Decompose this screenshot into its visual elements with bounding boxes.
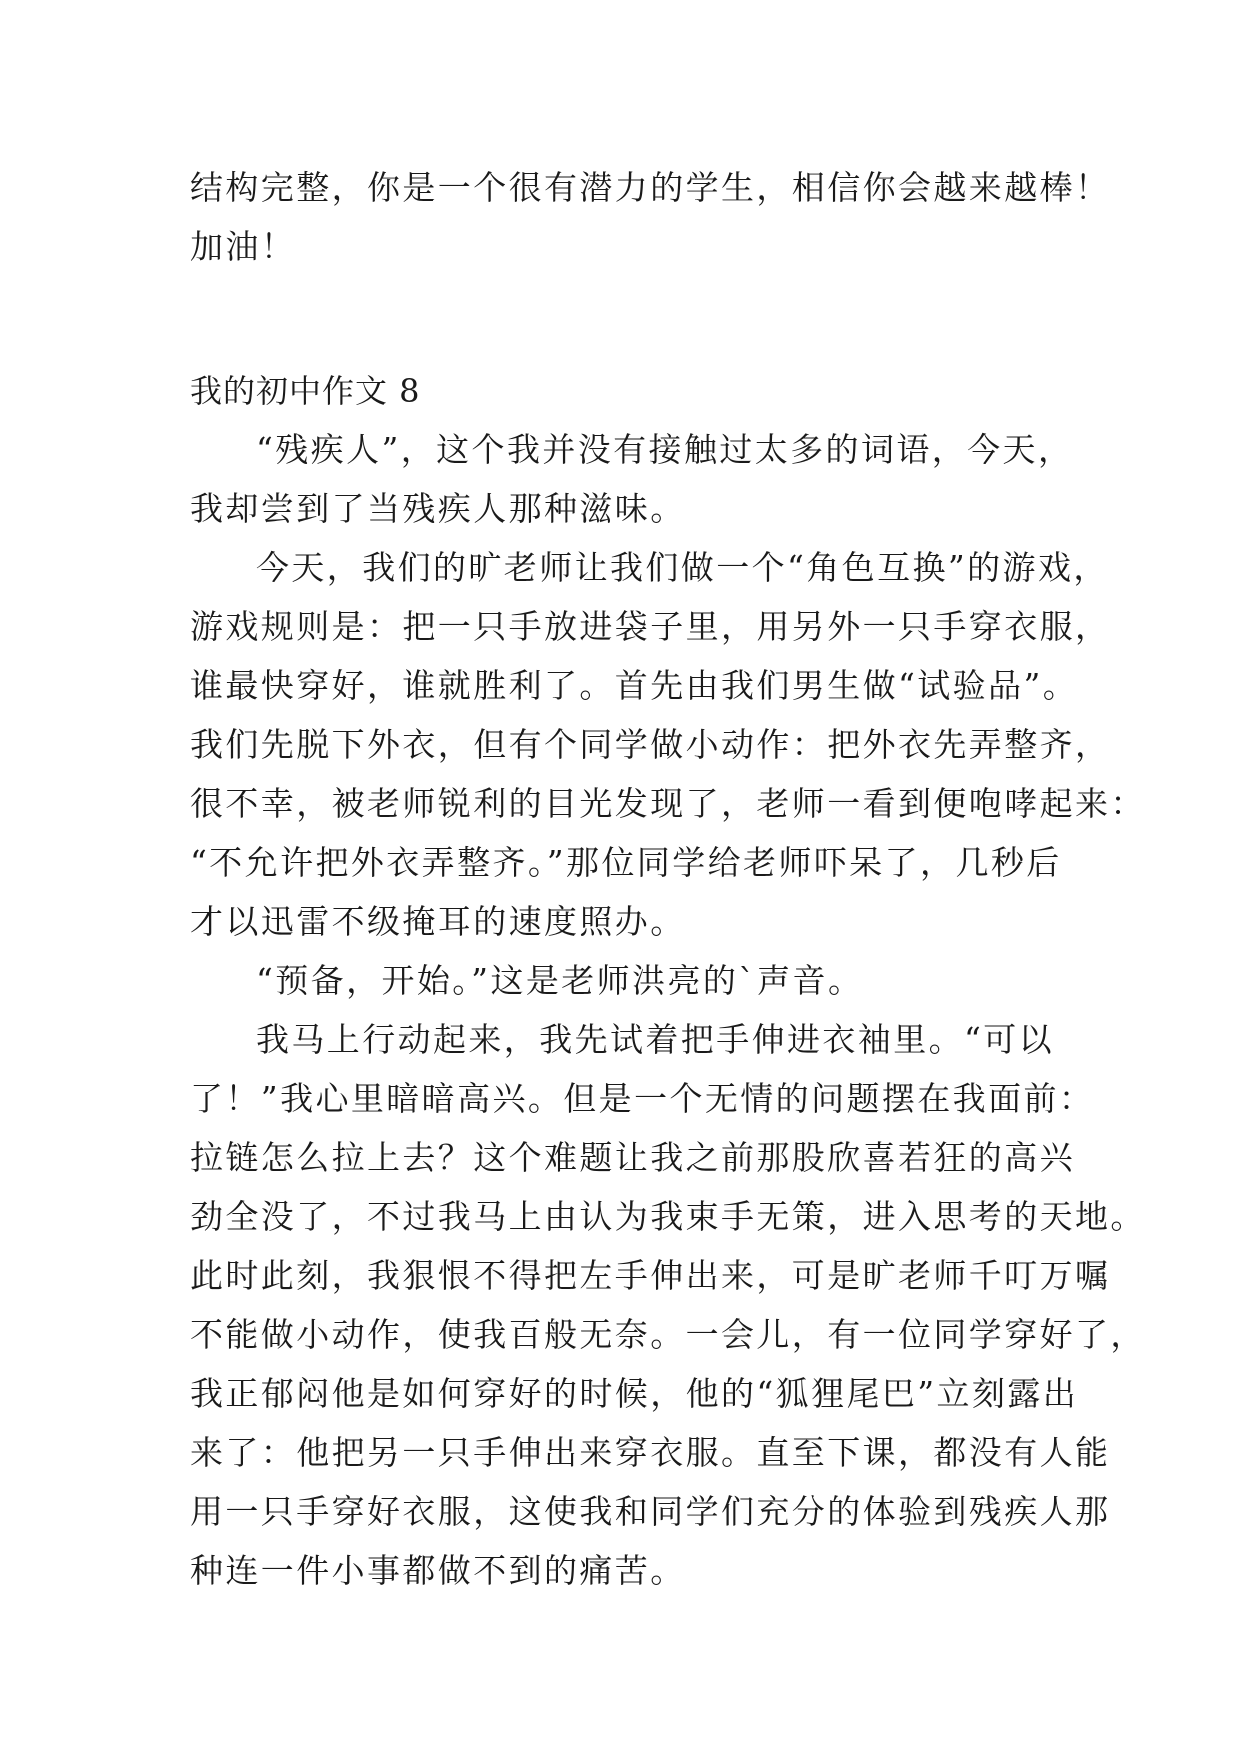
document-page: [190, 158, 1146, 1600]
text-line: 谁最快穿好，谁就胜利了。首先由我们男生做“试验品”。: [190, 666, 1079, 705]
text-line: 加油！: [190, 227, 297, 266]
text-line: 我马上行动起来，我先试着把手伸进衣袖里。“可以: [256, 1020, 1055, 1059]
text-line: 用一只手穿好衣服，这使我和同学们充分的体验到残疾人那: [190, 1492, 1111, 1531]
text-line: 种连一件小事都做不到的痛苦。: [190, 1551, 686, 1590]
text-line: 才以迅雷不级掩耳的速度照办。: [190, 902, 686, 941]
text-line: 拉链怎么拉上去？这个难题让我之前那股欣喜若狂的高兴: [190, 1138, 1075, 1177]
section-gap: [190, 276, 1070, 362]
text-line: 我们先脱下外衣，但有个同学做小动作：把外衣先弄整齐，: [190, 725, 1111, 764]
text-line: 来了：他把另一只手伸出来穿衣服。直至下课，都没有人能: [190, 1433, 1111, 1472]
paragraph-3: [190, 951, 1070, 1010]
text-line: 我却尝到了当残疾人那种滋味。: [190, 489, 686, 528]
paragraph-1: [190, 420, 1074, 538]
text-line: “不允许把外衣弄整齐。”那位同学给老师吓呆了，几秒后: [190, 843, 1062, 882]
text-line: 劲全没了，不过我马上由认为我束手无策，进入思考的天地。: [190, 1197, 1146, 1236]
text-line: 今天，我们的旷老师让我们做一个“角色互换”的游戏，: [256, 548, 1109, 587]
text-line: 此时此刻，我狠恨不得把左手伸出来，可是旷老师千叮万嘱: [190, 1256, 1111, 1295]
text-line: 了！”我心里暗暗高兴。但是一个无情的问题摆在我面前：: [190, 1079, 1095, 1118]
essay-title: 我的初中作文 8: [190, 372, 421, 410]
text-line: 结构完整，你是一个很有潜力的学生，相信你会越来越棒！: [190, 168, 1111, 207]
text-line: 很不幸，被老师锐利的目光发现了，老师一看到便咆哮起来：: [190, 784, 1146, 823]
paragraph-4: [190, 1010, 1146, 1600]
text-line: 游戏规则是：把一只手放进袋子里，用另外一只手穿衣服，: [190, 607, 1111, 646]
text-line: “预备，开始。”这是老师洪亮的`声音。: [256, 961, 864, 1000]
text-line: 我正郁闷他是如何穿好的时候，他的“狐狸尾巴”立刻露出: [190, 1374, 1079, 1413]
paragraph-2: [190, 538, 1146, 951]
text-line: 不能做小动作，使我百般无奈。一会儿，有一位同学穿好了，: [190, 1315, 1146, 1354]
text-line: “残疾人”，这个我并没有接触过太多的词语，今天，: [256, 430, 1074, 469]
previous-section-ending: [190, 158, 1111, 276]
